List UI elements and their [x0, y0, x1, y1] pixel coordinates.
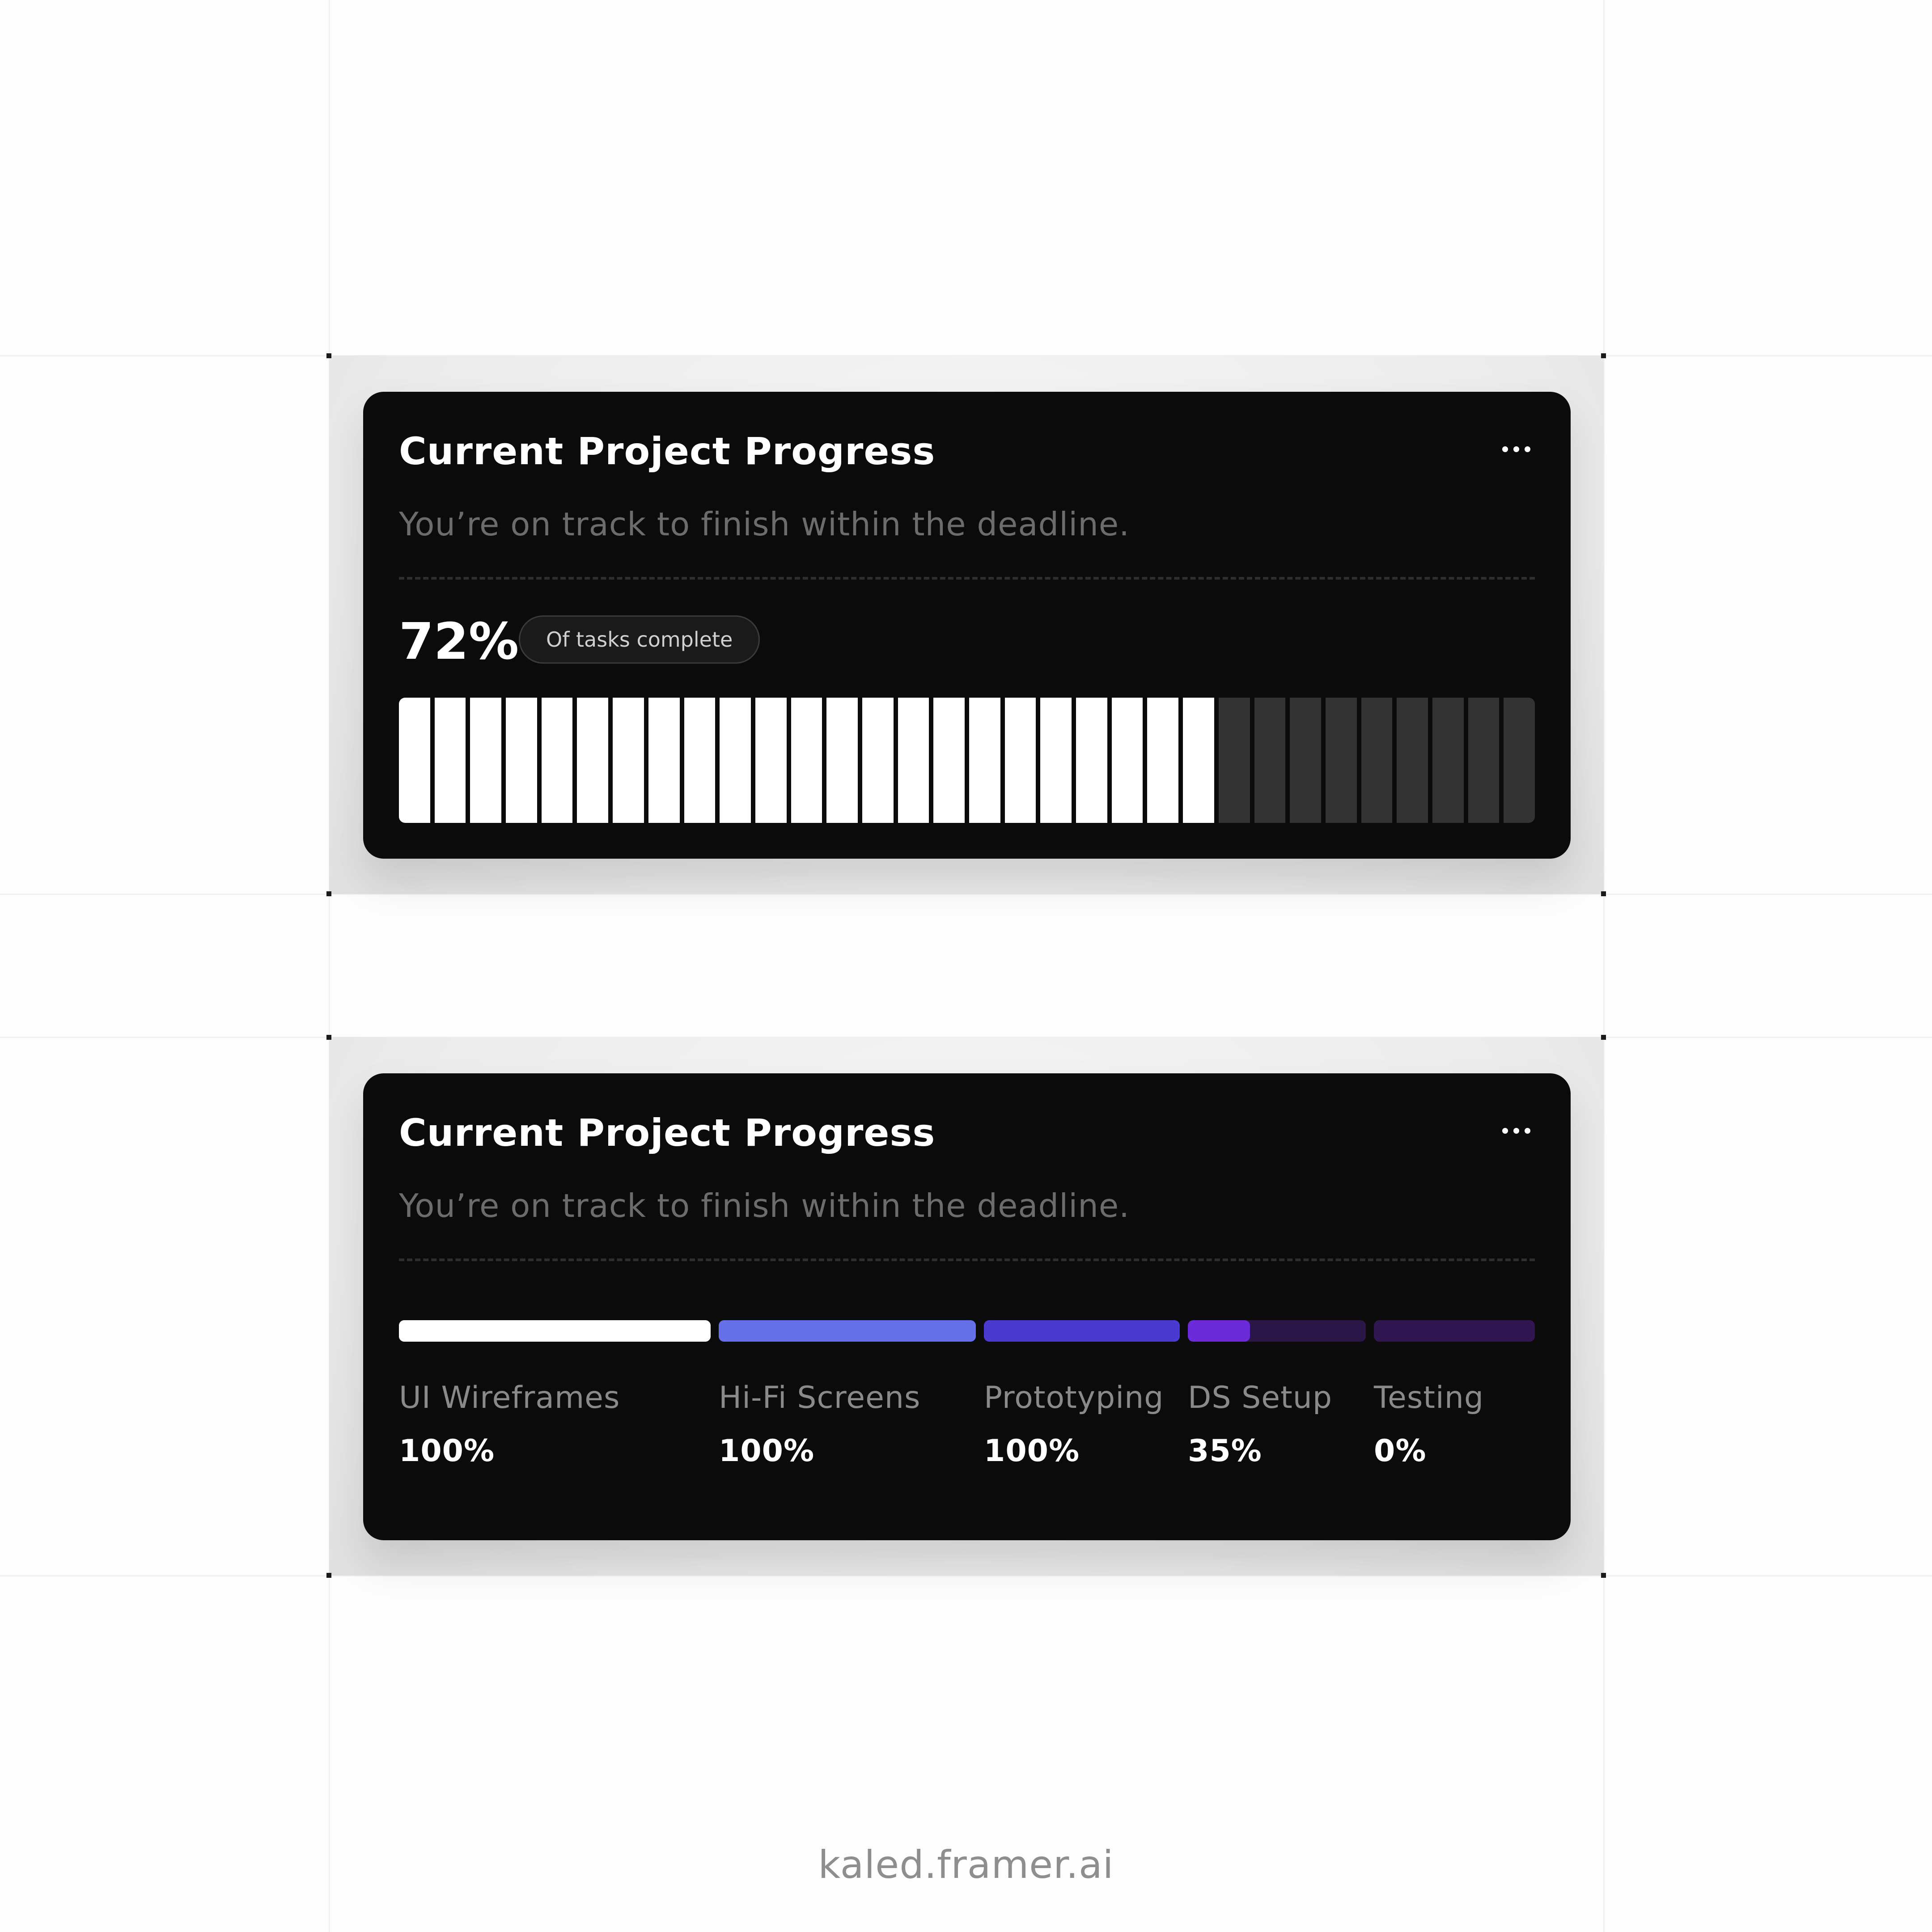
- phase-ds-setup: [1188, 1320, 1366, 1469]
- phase-progress-track: [719, 1320, 976, 1342]
- segment-remaining: [1432, 698, 1464, 823]
- phase-label: Prototyping: [984, 1380, 1164, 1415]
- tasks-complete-badge: Of tasks complete: [519, 615, 760, 664]
- phase-value: 100%: [399, 1433, 495, 1469]
- segment-remaining: [1254, 698, 1286, 823]
- phase-value: 35%: [1188, 1433, 1262, 1469]
- phase-value: 0%: [1374, 1433, 1427, 1469]
- card-title: Current Project Progress: [399, 429, 936, 473]
- segment-complete: [1183, 698, 1214, 823]
- corner-handle: [326, 1035, 331, 1040]
- segment-complete: [969, 698, 1000, 823]
- segment-remaining: [1468, 698, 1500, 823]
- phase-label: UI Wireframes: [399, 1380, 620, 1415]
- segment-complete: [542, 698, 573, 823]
- segment-complete: [933, 698, 965, 823]
- guide-line: [329, 0, 330, 1932]
- segment-complete: [648, 698, 680, 823]
- segment-complete: [1112, 698, 1143, 823]
- segment-remaining: [1326, 698, 1357, 823]
- phase-hifi-screens: [719, 1320, 976, 1469]
- card-subtitle: You’re on track to finish within the deadline.: [399, 505, 1130, 543]
- corner-handle: [326, 1573, 331, 1578]
- phase-progress-track: [1374, 1320, 1535, 1342]
- segment-complete: [1005, 698, 1036, 823]
- segmented-progress-bar: [399, 698, 1535, 823]
- segment-complete: [791, 698, 822, 823]
- phase-label: Testing: [1374, 1380, 1484, 1415]
- segment-complete: [1040, 698, 1072, 823]
- segment-complete: [826, 698, 858, 823]
- corner-handle: [326, 891, 331, 896]
- segment-remaining: [1504, 698, 1535, 823]
- segment-complete: [577, 698, 608, 823]
- phase-progress-track: [1188, 1320, 1366, 1342]
- segment-remaining: [1361, 698, 1393, 823]
- phase-label: DS Setup: [1188, 1380, 1333, 1415]
- footer-url[interactable]: kaled.framer.ai: [818, 1843, 1114, 1887]
- dashed-divider: [399, 1258, 1535, 1261]
- corner-handle: [1601, 1573, 1606, 1578]
- card-subtitle: You’re on track to finish within the deadline.: [399, 1187, 1130, 1224]
- segment-complete: [470, 698, 501, 823]
- dashed-divider: [399, 577, 1535, 580]
- phase-progress-fill: [984, 1320, 1180, 1342]
- segment-complete: [613, 698, 644, 823]
- segment-complete: [506, 698, 537, 823]
- segment-remaining: [1219, 698, 1250, 823]
- corner-handle: [1601, 353, 1606, 358]
- segment-complete: [720, 698, 751, 823]
- more-options-icon[interactable]: [1502, 446, 1530, 452]
- phase-ui-wireframes: [399, 1320, 711, 1469]
- segment-complete: [435, 698, 466, 823]
- segment-complete: [1147, 698, 1178, 823]
- card-title: Current Project Progress: [399, 1111, 936, 1155]
- phase-value: 100%: [984, 1433, 1080, 1469]
- more-options-icon[interactable]: [1502, 1128, 1530, 1134]
- phase-testing: [1374, 1320, 1535, 1469]
- segment-complete: [898, 698, 929, 823]
- phase-list: [399, 1320, 1535, 1469]
- segment-complete: [862, 698, 894, 823]
- corner-handle: [326, 353, 331, 358]
- segment-complete: [755, 698, 787, 823]
- phase-progress-fill: [719, 1320, 976, 1342]
- segment-complete: [1076, 698, 1107, 823]
- progress-card-phases: [363, 1073, 1571, 1540]
- phase-progress-fill: [399, 1320, 711, 1342]
- phase-label: Hi-Fi Screens: [719, 1380, 921, 1415]
- phase-value: 100%: [719, 1433, 815, 1469]
- progress-card-segmented: [363, 392, 1571, 859]
- percent-complete: 72%: [399, 613, 519, 671]
- phase-progress-fill: [1188, 1320, 1250, 1342]
- segment-remaining: [1290, 698, 1321, 823]
- phase-progress-track: [399, 1320, 711, 1342]
- segment-complete: [684, 698, 716, 823]
- segment-remaining: [1397, 698, 1428, 823]
- guide-line: [1603, 0, 1605, 1932]
- segment-complete: [399, 698, 430, 823]
- phase-prototyping: [984, 1320, 1180, 1469]
- corner-handle: [1601, 1035, 1606, 1040]
- corner-handle: [1601, 891, 1606, 896]
- phase-progress-track: [984, 1320, 1180, 1342]
